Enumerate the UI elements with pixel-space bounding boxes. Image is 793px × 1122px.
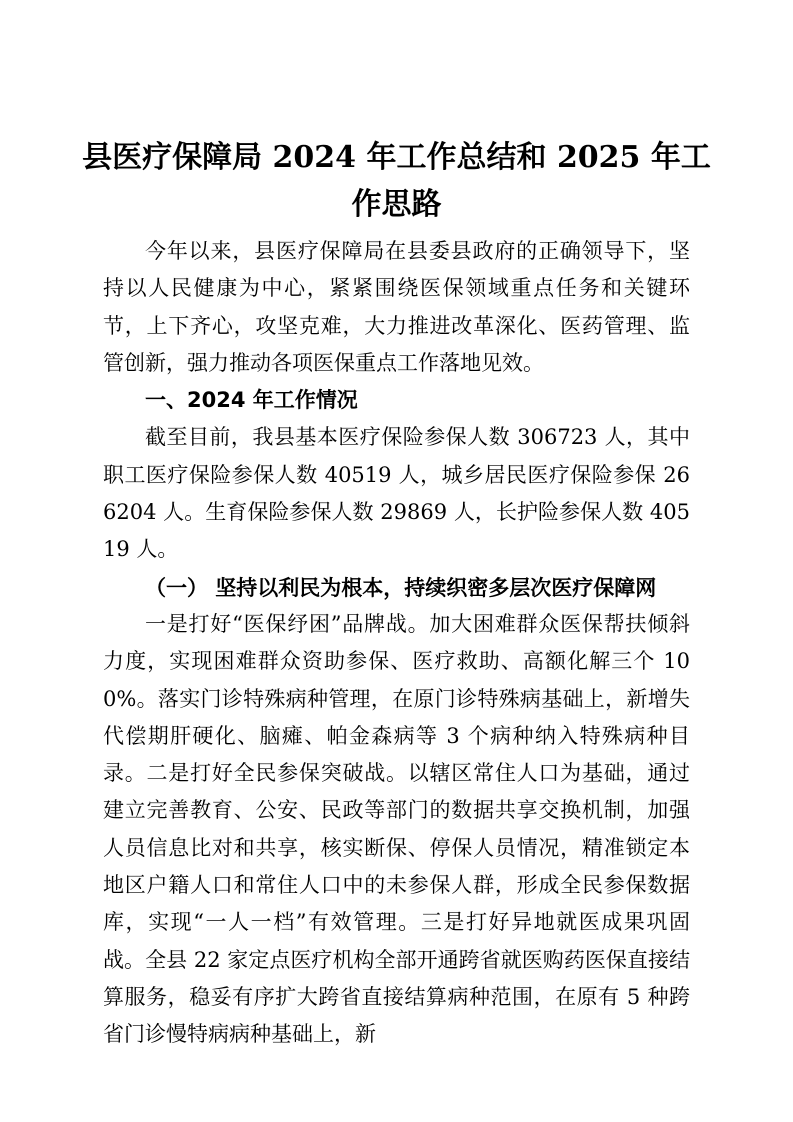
enrollment-stats-paragraph: 截至目前，我县基本医疗保险参保人数 306723 人，其中职工医疗保险参保人数 40519 人，城乡居民医疗保险参保 266204 人。生育保险参保人数 29869 人，长护险参保人数 40519 人。 xyxy=(103,425,690,562)
document-title: 县医疗保障局 2024 年工作总结和 2025 年工作思路 xyxy=(82,140,711,222)
subsection-1-1-heading: （一） 坚持以利民为根本，持续织密多层次医疗保障网 xyxy=(145,574,657,600)
subsection-1-1-paragraph: 一是打好“医保纾困”品牌战。加大困难群众医保帮扶倾斜力度，实现困难群众资助参保、医疗救助、高额化解三个 100%。落实门诊特殊病种管理，在原门诊特殊病基础上，新增失代偿期肝硬化、脑瘫、帕金森病等 3 个病种纳入特殊病种目录。二是打好全民参保突破战。以辖区常住人口为基础，通过建立完善教育、公安、民政等部门的数据共享交换机制，加强人员信息比对和共享，核实断保、停保人员情况，精准锁定本地区户籍人口和常住人口中的未参保人群，形成全民参保数据库，实现“一人一档”有效管理。三是打好异地就医成果巩固战。全县 22 家定点医疗机构全部开通跨省就医购药医保直接结算服务，稳妥有序扩大跨省直接结算病种范围，在原有 5 种跨省门诊慢特病病种基础上，新 xyxy=(103,611,690,1047)
section-1-heading: 一、2024 年工作情况 xyxy=(145,388,358,413)
intro-paragraph: 今年以来，县医疗保障局在县委县政府的正确领导下，坚持以人民健康为中心，紧紧围绕医保领域重点任务和关键环节，上下齐心，攻坚克难，大力推进改革深化、医药管理、监管创新，强力推动各项医保重点工作落地见效。 xyxy=(103,239,690,375)
